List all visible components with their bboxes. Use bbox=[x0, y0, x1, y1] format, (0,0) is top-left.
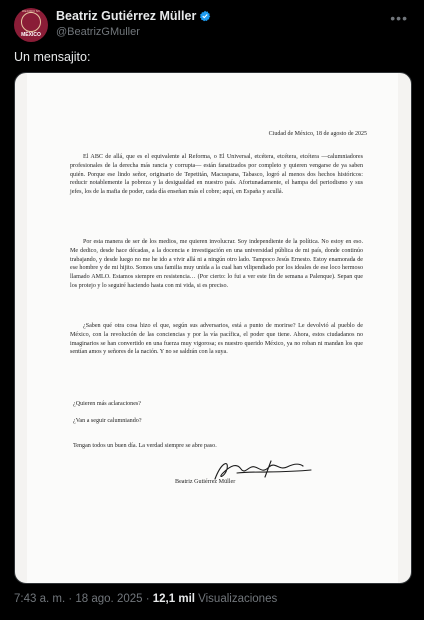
tweet-time[interactable]: 7:43 a. m. bbox=[14, 593, 66, 605]
letter-paragraph: ¿Saben qué otra cosa hizo el que, según sus adversarios, está a punto de morirse? Le devolvió al pueblo de México, con la revolución de las conciencias y por la vía pacífica, el poder que tiene. Ahora, estos ciudadanos no imaginarios se han convertido en una fuerza muy vigorosa; es nuestro querido México, ya no roban ni mandan los que sentían amos y señores de la nación. Y no se saldrán con la suya. bbox=[70, 323, 363, 356]
signature-name: Beatriz Gutiérrez Müller bbox=[175, 479, 236, 485]
views-label: Visualizaciones bbox=[194, 593, 278, 605]
author-handle[interactable]: @BeatrizGMuller bbox=[56, 26, 140, 38]
letter-document bbox=[27, 73, 398, 583]
avatar[interactable] bbox=[14, 8, 48, 42]
name-row bbox=[56, 9, 211, 23]
footer-separator: · bbox=[142, 593, 153, 605]
tweet-footer bbox=[14, 593, 277, 605]
verified-badge-icon bbox=[199, 10, 211, 22]
tweet-media-image[interactable] bbox=[14, 72, 412, 584]
views-count: 12,1 mil bbox=[152, 593, 195, 605]
letter-paragraph: El ABC de allá, que es el equivalente al Reforma, o El Universal, etcétera, etcétera, etcétera —calumniadores profesionales de la derecha más rancia y corrupta— están fanatizados por completo y quieren vengarse de ya saben quién. Porque ese lindo señor, originario de Tepetitán, Macuspana, Tabasco, logró al menos dos hechos históricos: reducir notablemente la pobreza y la desigualdad en nuestro país. Afortunadamente, el hampa del periodismo y sus jefes, los de la mafia de poder, cada día enseñan más el cobre; aquí, en España y acullá. bbox=[70, 154, 363, 196]
avatar-text: MÉXICO bbox=[21, 32, 41, 38]
author-display-name[interactable]: Beatriz Gutiérrez Müller bbox=[56, 9, 197, 23]
tweet-header bbox=[14, 8, 410, 44]
letter-question: ¿Van a seguir calumniando? bbox=[73, 418, 142, 424]
tweet-date[interactable]: 18 ago. 2025 bbox=[75, 593, 143, 605]
avatar-top-text: DECIDO MI bbox=[22, 9, 40, 13]
letter-date: Ciudad de México, 18 de agosto de 2025 bbox=[268, 131, 367, 137]
avatar-emblem bbox=[21, 12, 41, 32]
more-options-icon[interactable]: ••• bbox=[390, 10, 408, 26]
letter-closing: Tengan todos un buen día. La verdad siempre se abre paso. bbox=[73, 443, 217, 449]
tweet-text: Un mensajito: bbox=[14, 50, 91, 64]
letter-question: ¿Quieren más aclaraciones? bbox=[73, 401, 142, 407]
footer-separator: · bbox=[65, 593, 76, 605]
letter-paragraph: Por esta manera de ser de los medios, me quieren involucrar. Soy independiente de la política. No estoy en eso. Me dedico, desde hace décadas, a la docencia e investigación en una universidad pública de mi país, donde continúo trabajando, y desde luego no me he ido a vivir allá ni a ningún otro lado. Tampoco Jesús Ernesto. Estoy enamorada de ese hombre y de mi hijito. Somos una familia muy unida a la cual han vilipendiado por los ideales de ese loco hermoso llamado AMLO. Estamos siempre en resistencia… (Por cierto: lo fui a ver este fin de semana a Palenque). Sepan que los protejo y lo seguiré haciendo hasta con mi vida, si es preciso. bbox=[70, 239, 363, 289]
